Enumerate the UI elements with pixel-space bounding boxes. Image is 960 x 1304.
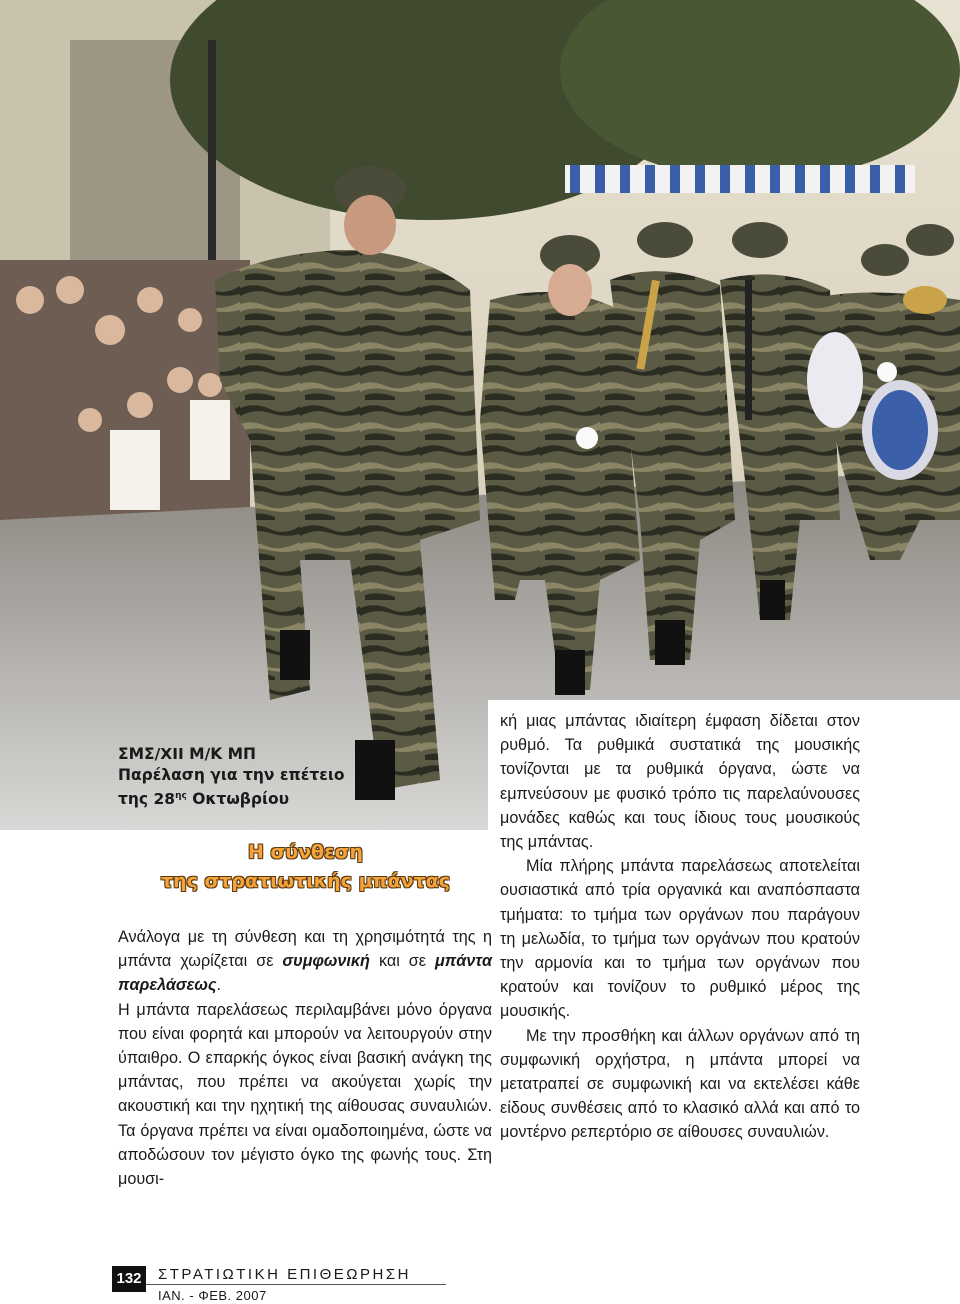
- issue-date: ΙΑΝ. - ΦΕΒ. 2007: [158, 1288, 267, 1303]
- article-title-line1: Η σύνθεση: [247, 841, 364, 863]
- photo-caption: [118, 744, 488, 810]
- paragraph: Με την προσθήκη και άλλων οργάνων από τη συμφωνική ορχήστρα, η μπάντα μπορεί να μετατραπεί σε συμφωνική και να εκτελέσει κάθε είδους συνθέσεις από το κλασικό αλλά και από το μοντέρνο ρεπερτόριο σε αίθουσες συναυλιών.: [500, 1026, 860, 1142]
- paragraph: Η μπάντα παρελάσεως περιλαμβάνει μόνο όργανα που είναι φορητά και μπορούν να λειτουργούν στην ύπαιθρο. Ο επαρκής όγκος είναι βασική ανάγκη της μπάντας, που πρέπει να ακούγεται χωρίς την ακουστική και την ηχητική της αίθουσας συναυλιών. Τα όργανα πρέπει να είναι ομαδοποιημένα, ώστε να αποδώσουν τον μέγιστο όγκο της φωνής τους. Στη μουσι-: [118, 1000, 492, 1189]
- paragraph: κή μιας μπάντας ιδιαίτερη έμφαση δίδεται στον ρυθμό. Τα ρυθμικά συστατικά της μουσικής τονίζονται με τα ρυθμικά όργανα, ώστε να εμπνεύσουν με φυσικό τρόπο τις παρελαύνουσες μονάδες καθώς και τους ίδιους τους μουσικούς της μπάντας.: [500, 712, 860, 852]
- article-title: [118, 838, 493, 896]
- paragraph: Ανάλογα με τη σύνθεση και τη χρησιμότητά της η μπάντα χωρίζεται σε συμφωνική και σε μπάντα παρελάσεως.: [118, 928, 492, 995]
- caption-event: Παρέλαση για την επέτειο: [118, 766, 345, 784]
- page-number: 132: [112, 1266, 146, 1292]
- caption-unit: ΣΜΣ/XII Μ/Κ ΜΠ: [118, 745, 257, 763]
- footer-divider: [146, 1284, 446, 1285]
- paragraph: Μία πλήρης μπάντα παρελάσεως αποτελείται ουσιαστικά από τρία οργανικά και αναπόσπαστα τμήματα: το τμήμα των οργάνων που παράγουν τη μελωδία, το τμήμα των οργάνων που κρατούν την αρμονία και το τμήμα των οργάνων που κρατούν και τονίζουν το ρυθμικό μέρος της μουσικής.: [500, 857, 860, 1021]
- article-title-line2: της στρατιωτικής μπάντας: [160, 870, 451, 892]
- caption-date: της $28^{\eta\varsigma}$ Οκτωβρίου: [118, 790, 290, 808]
- text-column-right: [500, 709, 860, 1145]
- text-column-left: [118, 925, 492, 1191]
- magazine-name: ΣΤΡΑΤΙΩΤΙΚΗ ΕΠΙΘΕΩΡΗΣΗ: [158, 1266, 411, 1283]
